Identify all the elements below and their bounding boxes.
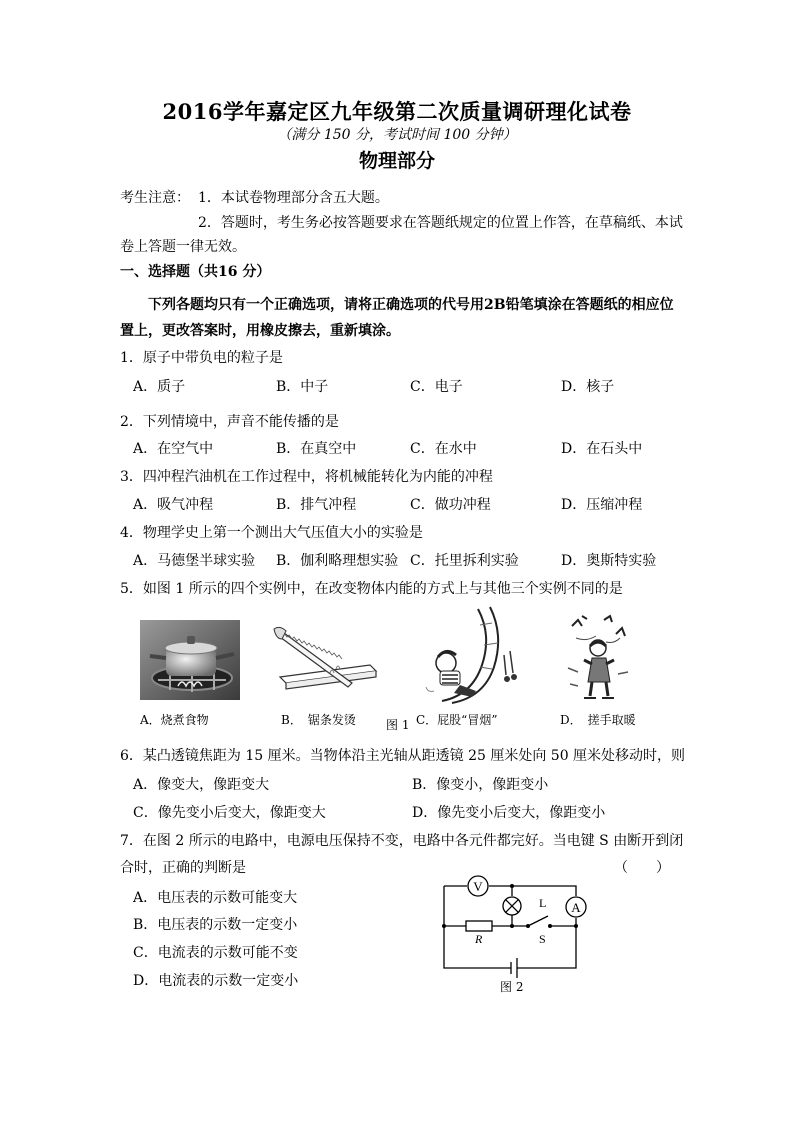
lamp-label: L xyxy=(539,896,547,910)
question-4-option-a: A．马德堡半球实验 xyxy=(133,553,256,569)
question-7-option-b: B．电压表的示数一定变小 xyxy=(133,917,298,933)
question-7-answer-bracket: （ ） xyxy=(614,860,670,876)
notice-item-1: 1．本试卷物理部分含五大题。 xyxy=(198,190,389,206)
part1-instruction-1: 下列各题均只有一个正确选项，请将正确选项的代号用2B铅笔填涂在答题纸的相应位 xyxy=(148,297,674,313)
switch-label: S xyxy=(539,932,546,946)
voltmeter-label: V xyxy=(473,879,483,894)
ammeter-label: A xyxy=(571,900,581,915)
question-7-option-c: C．电流表的示数可能不变 xyxy=(133,945,298,961)
notice-item-2a: 2．答题时，考生务必按答题要求在答题纸规定的位置上作答，在草稿纸、本试 xyxy=(198,215,683,231)
question-3-option-d: D．压缩冲程 xyxy=(561,497,643,513)
question-4-option-c: C．托里拆利实验 xyxy=(410,553,519,569)
figure1-saw-image xyxy=(270,625,380,695)
figure1-rubbing-hands-image xyxy=(562,608,632,703)
question-2-option-d: D．在石头中 xyxy=(561,441,643,457)
question-2-option-c: C．在水中 xyxy=(410,441,477,457)
figure1-caption-c: C．屁股“冒烟” xyxy=(416,713,498,727)
question-1-stem: 1．原子中带负电的粒子是 xyxy=(120,350,283,366)
question-3-stem: 3．四冲程汽油机在工作过程中，将机械能转化为内能的冲程 xyxy=(120,469,493,485)
figure2-label: 图 2 xyxy=(500,980,524,994)
question-7-option-a: A．电压表的示数可能变大 xyxy=(133,890,298,906)
question-3-option-b: B．排气冲程 xyxy=(276,497,357,513)
question-6-option-d: D．像先变小后变大，像距变小 xyxy=(412,805,606,821)
figure1-slide-image xyxy=(412,605,522,705)
question-1-option-b: B．中子 xyxy=(276,379,329,395)
question-1-option-d: D．核子 xyxy=(561,379,615,395)
question-6-stem: 6．某凸透镜焦距为 15 厘米。当物体沿主光轴从距透镜 25 厘米处向 50 厘米处移动时，则 xyxy=(120,748,686,764)
figure1-label: 图 1 xyxy=(386,718,410,732)
notice-item-2b: 卷上答题一律无效。 xyxy=(120,239,246,255)
question-7-option-d: D．电流表的示数一定变小 xyxy=(133,973,299,989)
part1-heading: 一、选择题（共16 分） xyxy=(120,264,271,280)
question-2-option-b: B．在真空中 xyxy=(276,441,357,457)
section-title: 物理部分 xyxy=(358,150,435,172)
question-6-option-a: A．像变大，像距变大 xyxy=(133,777,270,793)
question-7-stem-1: 7．在图 2 所示的电路中，电源电压保持不变，电路中各元件都完好。当电键 S 由断开到闭 xyxy=(120,833,684,849)
question-2-option-a: A．在空气中 xyxy=(133,441,214,457)
exam-title: 2016学年嘉定区九年级第二次质量调研理化试卷 xyxy=(162,99,632,124)
figure1-cooking-image xyxy=(140,620,240,700)
notice-label: 考生注意： xyxy=(120,190,190,206)
question-1-option-c: C．电子 xyxy=(410,379,463,395)
part1-instruction-2: 置上，更改答案时，用橡皮擦去，重新填涂。 xyxy=(120,323,400,339)
question-3-option-c: C．做功冲程 xyxy=(410,497,491,513)
figure1-caption-b: B． 锯条发烫 xyxy=(281,713,356,727)
question-7-stem-2: 合时，正确的判断是 xyxy=(120,860,246,876)
question-4-option-b: B．伽利略理想实验 xyxy=(276,553,399,569)
question-4-option-d: D．奥斯特实验 xyxy=(561,553,657,569)
figure1-caption-a: A．烧煮食物 xyxy=(140,713,209,727)
figure1-caption-d: D． 搓手取暖 xyxy=(560,713,636,727)
exam-subtitle: （满分 150 分，考试时间 100 分钟） xyxy=(277,127,517,143)
resistor-label: R xyxy=(475,932,483,946)
question-5-stem: 5．如图 1 所示的四个实例中，在改变物体内能的方式上与其他三个实例不同的是 xyxy=(120,581,623,597)
question-6-option-b: B．像变小，像距变小 xyxy=(412,777,549,793)
question-3-option-a: A．吸气冲程 xyxy=(133,497,214,513)
question-1-option-a: A．质子 xyxy=(133,379,186,395)
question-6-option-c: C．像先变小后变大，像距变大 xyxy=(133,805,326,821)
question-2-stem: 2．下列情境中，声音不能传播的是 xyxy=(120,414,339,430)
question-4-stem: 4．物理学史上第一个测出大气压值大小的实验是 xyxy=(120,525,423,541)
